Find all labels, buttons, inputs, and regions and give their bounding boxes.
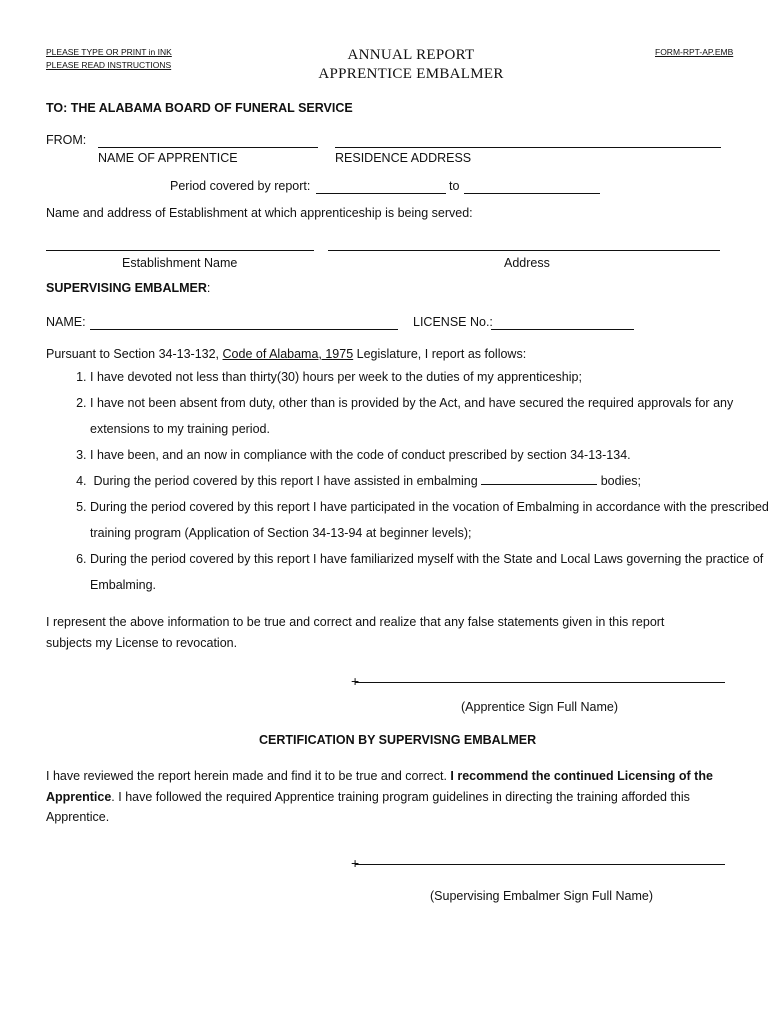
list-item [90,442,770,468]
period-end-field[interactable] [464,193,600,194]
list-item [90,468,770,494]
residence-address-field[interactable] [335,147,721,148]
code-of-alabama-citation: Code of Alabama, 1975 [222,347,354,361]
certification-recommendation: I recommend the continued Licensing of the Apprentice [46,769,713,804]
license-label: LICENSE No.: [413,315,493,329]
statement-item-4-suffix: bodies; [600,474,641,488]
supervising-embalmer-heading [46,281,210,295]
from-label: FROM: [46,133,87,147]
statement-item-5: During the period covered by this report I have participated in the vocation of Embalming in accordance with the prescribed training program (Application of Section 34-13-94 at beginner levels); [90,500,769,540]
license-number-field[interactable] [491,329,634,330]
statement-item-2: I have not been absent from duty, other than is provided by the Act, and have secured the required approvals for any extensions to my training period. [90,396,734,436]
list-item [90,390,770,442]
form-title-line-2: APPRENTICE EMBALMER [318,66,504,82]
apprentice-signature-caption: (Apprentice Sign Full Name) [461,700,619,714]
declaration-text: I represent the above information to be true and correct and realize that any false statements given in this report subjects my License to revocation. [46,615,665,650]
certification-text-2: . I have followed the required Apprentice training program guidelines in directing the training afforded this Apprentice. [46,789,690,824]
apprentice-name-field[interactable] [98,147,318,148]
name-of-apprentice-caption: NAME OF APPRENTICE [98,151,238,165]
bodies-count-field[interactable] [481,472,597,485]
statement-intro [46,347,526,361]
list-item [90,546,770,598]
residence-address-caption: RESIDENCE ADDRESS [335,151,472,165]
statement-item-4: During the period covered by this report I have assisted in embalming [93,474,478,488]
certification-heading: CERTIFICATION BY SUPERVISNG EMBALMER [259,733,537,747]
establishment-name-caption: Establishment Name [122,256,238,270]
apprentice-signature-field[interactable] [355,682,725,683]
form-code: FORM-RPT-AP.EMB [655,47,734,57]
period-start-field[interactable] [316,193,446,194]
statement-item-6: During the period covered by this report I have familiarized myself with the State and Local Laws governing the practice of Embalming. [90,552,764,592]
certification-text [46,766,726,828]
list-item [90,494,770,546]
report-statements-list [46,364,770,598]
establishment-address-field[interactable] [328,250,720,251]
statement-item-3: I have been, and an now in compliance with the code of conduct prescribed by section 34-13-134. [90,448,631,462]
supervising-embalmer-heading-colon: : [206,281,211,295]
signature-mark: + [351,673,360,689]
supervisor-signature-field[interactable] [355,864,725,865]
statement-item-1: I have devoted not less than thirty(30) hours per week to the duties of my apprenticeship; [90,370,582,384]
period-label: Period covered by report: [170,179,311,193]
form-title-line-1: ANNUAL REPORT [347,47,475,63]
list-item [90,364,770,390]
supervising-embalmer-heading-text: SUPERVISING EMBALMER [46,281,207,295]
instruction-read: PLEASE READ INSTRUCTIONS [46,60,172,70]
instruction-type-print: PLEASE TYPE OR PRINT in INK [46,47,172,57]
establishment-name-field[interactable] [46,250,314,251]
supervisor-name-field[interactable] [90,329,398,330]
supervisor-name-label: NAME: [46,315,86,329]
period-to-label: to [449,179,460,193]
signature-mark: + [351,855,360,871]
supervisor-signature-caption: (Supervising Embalmer Sign Full Name) [430,889,653,903]
addressee: TO: THE ALABAMA BOARD OF FUNERAL SERVICE [46,101,353,115]
statement-intro-post: Legislature, I report as follows: [353,347,527,361]
certification-text-1: I have reviewed the report herein made and find it to be true and correct. [46,769,451,783]
establishment-address-caption: Address [504,256,550,270]
statement-intro-pre: Pursuant to Section 34-13-132, [46,347,223,361]
establishment-prompt: Name and address of Establishment at which apprenticeship is being served: [46,206,473,220]
